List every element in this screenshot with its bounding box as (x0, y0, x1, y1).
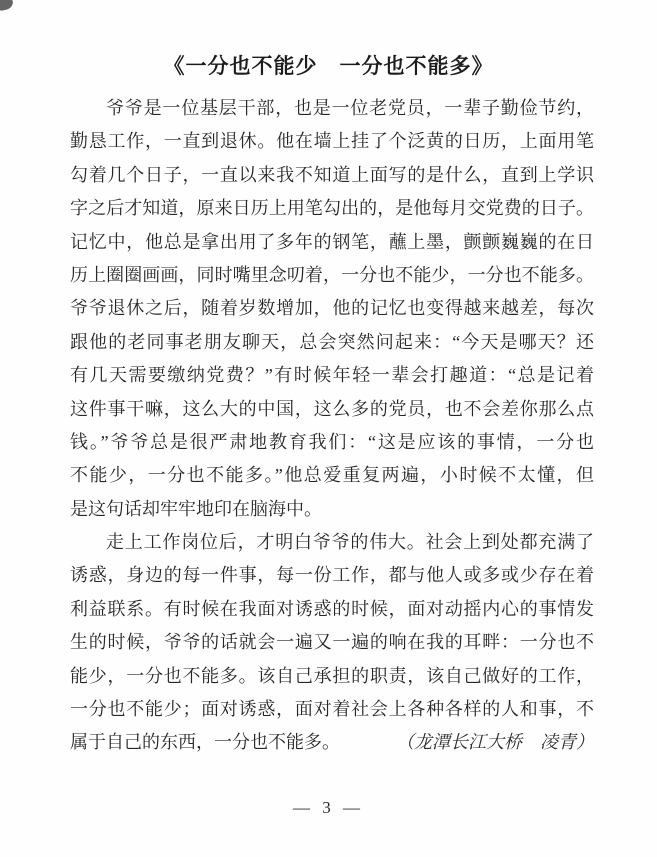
body-line: 跟他的老同事老朋友聊天，总会突然问起来：“今天是哪天？还 (70, 331, 594, 352)
body-line: 勤恳工作，一直到退休。他在墙上挂了个泛黄的日历，上面用笔 (70, 131, 594, 152)
closing-text: 属于自己的东西，一分也不能多。 (70, 732, 340, 753)
body-line: 钱。”爷爷总是很严肃地教育我们：“这是应该的事情，一分也 (70, 431, 594, 452)
body-line: 生的时候，爷爷的话就会一遍又一遍的响在我的耳畔：一分也不 (70, 632, 594, 653)
body-line: 这件事干嘛，这么大的中国，这么多的党员，也不会差你那么点 (70, 398, 594, 419)
article-body (70, 92, 594, 760)
body-line: 是这句话却牢牢地印在脑海中。 (70, 498, 322, 519)
body-line: 有几天需要缴纳党费？”有时候年轻一辈会打趣道：“总是记着 (70, 365, 594, 386)
body-line: 历上圈圈画画，同时嘴里念叨着，一分也不能少，一分也不能多。 (70, 264, 594, 285)
body-line: 走上工作岗位后，才明白爷爷的伟大。社会上到处都充满了 (106, 532, 594, 553)
body-line: 诱惑，身边的每一件事，每一份工作，都与他人或多或少存在着 (70, 565, 594, 586)
scan-corner-artifact (0, 0, 14, 12)
body-line: 记忆中，他总是拿出用了多年的钢笔，蘸上墨，颤颤巍巍的在日 (70, 231, 594, 252)
author-attribution: （龙潭长江大桥 凌青） (396, 732, 594, 753)
body-line: 勾着几个日子，一直以来我不知道上面写的是什么，直到上学识 (70, 164, 594, 185)
body-line: 不能少，一分也不能多。”他总爱重复两遍，小时候不太懂，但 (70, 465, 594, 486)
body-line: 字之后才知道，原来日历上用笔勾出的，是他每月交党费的日子。 (70, 198, 594, 219)
body-line: 爷爷是一位基层干部，也是一位老党员，一辈子勤俭节约， (106, 98, 594, 118)
body-line: 爷爷退休之后，随着岁数增加，他的记忆也变得越来越差，每次 (70, 298, 594, 319)
body-line: 一分也不能少；面对诱惑，面对着社会上各种各样的人和事，不 (70, 699, 594, 720)
article-title: 《一分也不能少 一分也不能多》 (163, 55, 494, 78)
body-line: 能少，一分也不能多。该自己承担的职责，该自己做好的工作， (70, 665, 594, 686)
page-number: — 3 — (293, 798, 364, 817)
closing-line (70, 726, 594, 759)
body-line: 利益联系。有时候在我面对诱惑的时候，面对动摇内心的事情发 (70, 598, 594, 619)
